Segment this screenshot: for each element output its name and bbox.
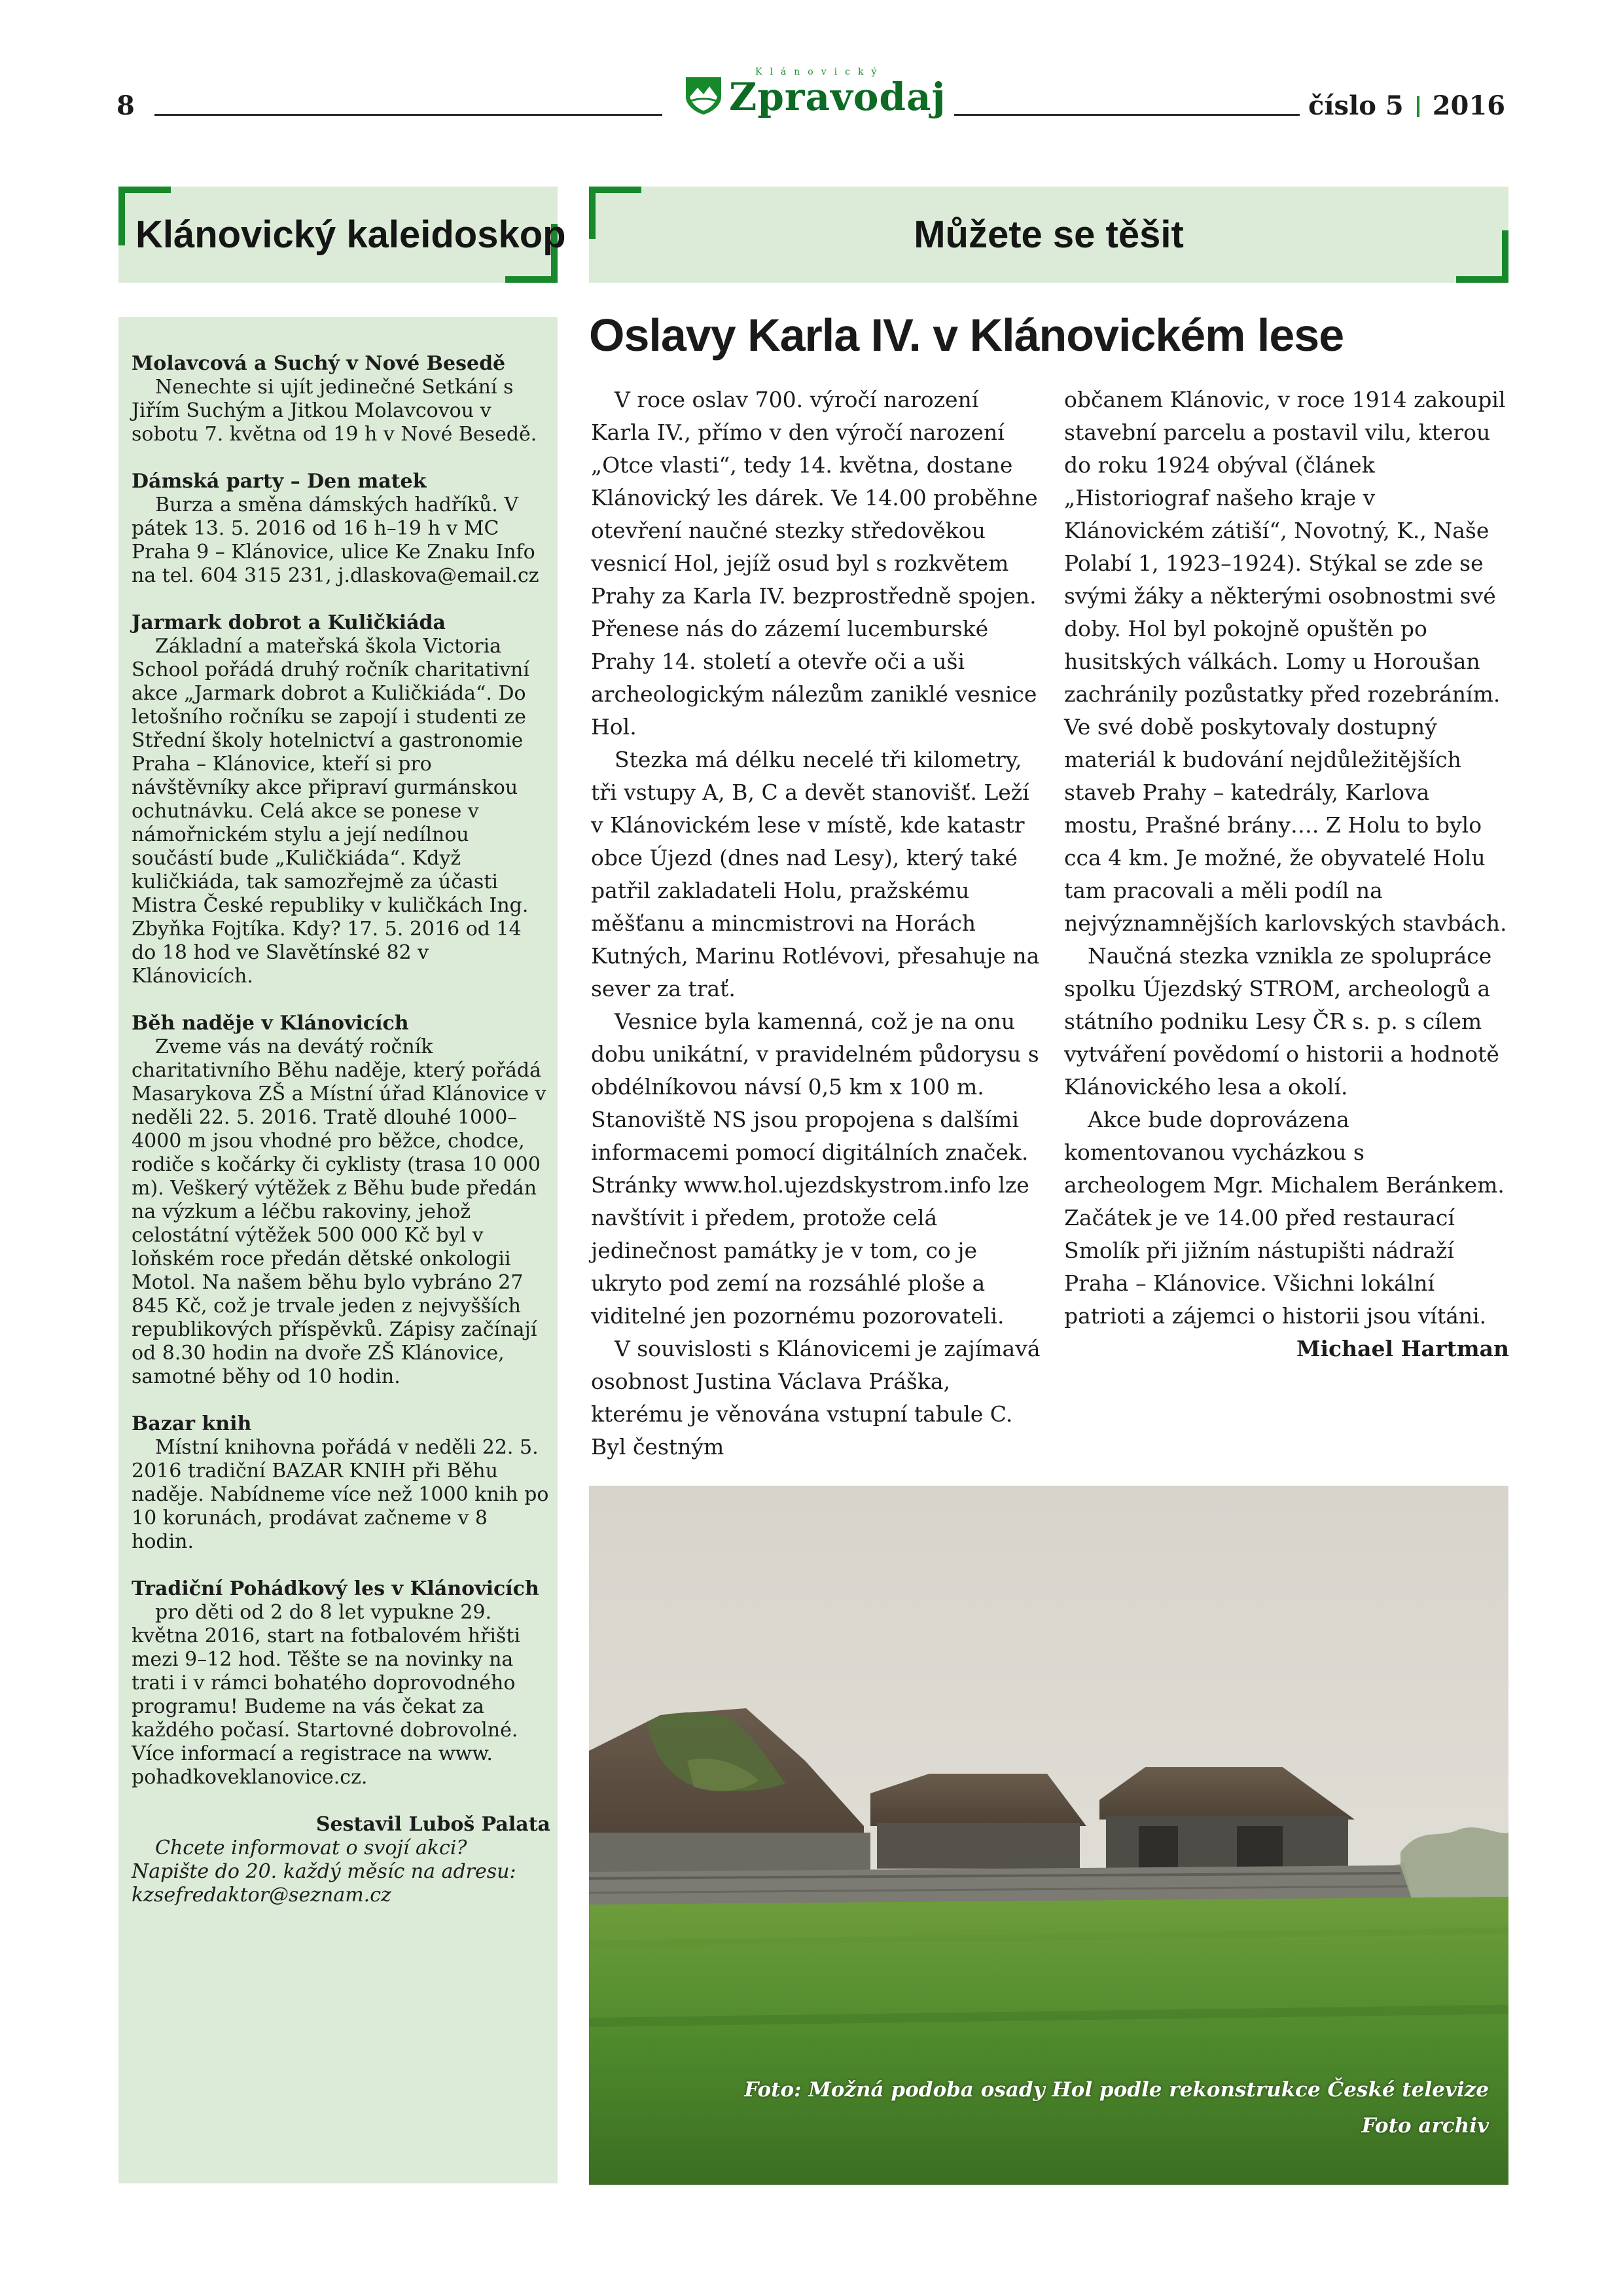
article-paragraph: V souvislosti s Klánovicemi je zajímavá osobnost Justina Václava Práška, kterému je věnována vstupní tabule C. Byl čestným (591, 1336, 1041, 1460)
page-number: 8 (116, 90, 135, 121)
contact-line: Napište do 20. každý měsíc na adresu: (132, 1860, 516, 1883)
sidebar-item-text: Burza a směna dámských hadříků. V pátek 13. 5. 2016 od 16 h–19 h v MC Praha 9 – Klánovice, ulice Ke Znaku Info na tel. 604 315 231, j.dlaskova@email.cz (132, 493, 539, 587)
issue-separator (1417, 96, 1419, 117)
photo-caption: Foto: Možná podoba osady Hol podle rekonstrukce České televize (744, 2078, 1489, 2102)
photo-credit: Foto archiv (1361, 2114, 1489, 2138)
sidebar-item-heading: Jarmark dobrot a Kuličkiáda (132, 611, 446, 634)
sidebar-header-box (118, 187, 566, 283)
header-rule-right (954, 114, 1300, 116)
article-paragraph: Stezka má délku necelé tři kilometry, tři vstupy A, B, C a devět stanovišť. Leží v Klánovickém lese v místě, kde katastr obce Újezd (dnes nad Lesy), který také patřil zakladateli Holu, pražskému měšťanu a mincmistrovi na Horách Kutných, Marinu Rotlévovi, přesahuje na sever za trať. (591, 747, 1040, 1001)
sidebar-item-text: pro děti od 2 do 8 let vypukne 29. května 2016, start na fotbalovém hřišti mezi 9–12 hod. Těšte se na novinky na trati i v rámci bohatého doprovodného programu! Budeme na vás čekat za každého počasí. Startovné dobrovolné. Více informací a registrace na www. pohadkoveklanovice.cz. (132, 1601, 521, 1789)
article-paragraph: Akce bude doprovázena komentovanou vycházkou s archeologem Mgr. Michalem Beránkem. Začátek je ve 14.00 před restaurací Smolík při jižním nástupišti nádraží Praha – Klánovice. Všichni lokální patrioti a zájemci o historii jsou vítáni. (1064, 1107, 1505, 1329)
logo-main-text: Zpravodaj (729, 75, 946, 119)
sidebar-item-heading: Dámská party – Den matek (132, 470, 427, 493)
article-column-left (591, 384, 1043, 1463)
article-paragraph: občanem Klánovic, v roce 1914 zakoupil stavební parcelu a postavil vilu, kterou do roku 1924 obýval (článek „Historiograf našeho kraje v Klánovickém zátiší“, Novotný, K., Naše Polabí 1, 1923–1924). Stýkal se zde se svými žáky a některými osobnostmi své doby. Hol byl pokojně opuštěn po husitských válkách. Lomy u Horoušan zachránily pozůstatky před rozebráním. Ve své době poskytovaly dostupný materiál k budování nejdůležitějších staveb Prahy – katedrály, Karlova mostu, Prašné brány…. Z Holu to bylo cca 4 km. Je možné, že obyvatelé Holu tam pracovali a měli podíl na nejvýznamnějších karlovských stavbách. (1064, 387, 1507, 936)
sidebar-item-text: Základní a mateřská škola Victoria School pořádá druhý ročník charitativní akce „Jarmark dobrot a Kuličkiáda“. Do letošního ročníku se zapojí i studenti ze Střední školy hotelnictví a gastronomie Praha – Klánovice, kteří si pro návštěvníky akce připraví gurmánskou ochutnávku. Celá akce se ponese v námořnickém stylu a její nedílnou součástí bude „Kuličkiáda“. Když kuličkiáda, tak samozřejmě za účasti Mistra České republiky v kuličkách Ing. Zbyňka Fojtíka. Kdy? 17. 5. 2016 od 14 do 18 hod ve Slavětínské 82 v Klánovicích. (132, 635, 529, 988)
sidebar-item (132, 352, 550, 446)
issue-info (1308, 90, 1505, 121)
sidebar-item-text: Zveme vás na devátý ročník charitativního Běhu naděje, který pořádá Masarykova ZŠ a Místní úřad Klánovice v neděli 22. 5. 2016. Tratě dlouhé 1000–4000 m jsou vhodné pro běžce, chodce, rodiče s kočárky či cyklisty (trasa 10 000 m). Veškerý výtěžek z Běhu bude předán na výzkum a léčbu rakoviny, jehož celostátní výtěžek 500 000 Kč byl v loňském roce předán dětské onkologii Motol. Na našem běhu bylo vybráno 27 845 Kč, což je trvale jeden z nejvyšších republikových příspěvků. Zápisy začínají od 8.30 hodin na dvoře ZŠ Klánovice, samotné běhy od 10 hodin. (132, 1035, 546, 1388)
issue-year: 2016 (1432, 90, 1506, 121)
sidebar-item-text: Místní knihovna pořádá v neděli 22. 5. 2016 tradiční BAZAR KNIH při Běhu naděje. Nabídneme více než 1000 knih po 10 korunách, prodávat začneme v 8 hodin. (132, 1436, 549, 1553)
logo-small-text: Klánovický (755, 67, 885, 77)
sidebar-item (132, 1577, 550, 1789)
sidebar-box (118, 317, 558, 2183)
header-rule-left (154, 114, 662, 116)
sidebar-item-heading: Bazar knih (132, 1412, 252, 1435)
sidebar-item-heading: Běh naděje v Klánovicích (132, 1012, 409, 1035)
article-photo (589, 1486, 1508, 2185)
main-section-header-box (589, 187, 1508, 283)
sidebar-item-heading: Molavcová a Suchý v Nové Besedě (132, 352, 506, 375)
sidebar-content (132, 352, 550, 1907)
sidebar-item-heading: Tradiční Pohádkový les v Klánovicích (132, 1577, 539, 1600)
article-paragraph: Naučná stezka vznikla ze spolupráce spolku Újezdský STROM, archeologů a státního podniku Lesy ČR s. p. s cílem vytváření povědomí o historii a hodnotě Klánovického lesa a okolí. (1064, 943, 1499, 1100)
sidebar-item (132, 1012, 550, 1389)
contact-line: Chcete informovat o svojí akci? (155, 1837, 467, 1859)
section-title: Můžete se těšit (914, 213, 1184, 256)
sidebar-item (132, 1412, 550, 1554)
issue-number: číslo 5 (1308, 90, 1404, 121)
sidebar-item-text: Nenechte si ujít jedinečné Setkání s Jiřím Suchým a Jitkou Molavcovou v sobotu 7. května od 19 h v Nové Besedě. (132, 376, 537, 446)
article-paragraph: Vesnice byla kamenná, což je na onu dobu unikátní, v pravidelném půdorysu s obdélníkovou návsí 0,5 km x 100 m. Stanoviště NS jsou propojena s dalšími informacemi pomocí digitálních značek. Stránky www.hol.ujezdskystrom.info lze navštívit i předem, protože celá jedinečnost památky je v tom, co je ukryto pod zemí na rozsáhlé ploše a viditelné jen pozornému pozorovateli. (591, 1009, 1039, 1329)
sidebar-item (132, 470, 550, 588)
article-author: Michael Hartman (1296, 1336, 1509, 1361)
sidebar-title: Klánovický kaleidoskop (135, 213, 566, 256)
article-paragraph: V roce oslav 700. výročí narození Karla IV., přímo v den výročí narození „Otce vlasti“, tedy 14. května, dostane Klánovický les dárek. Ve 14.00 proběhne otevření naučné stezky středověkou vesnicí Hol, jejíž osud byl s rozkvětem Prahy za Karla IV. bezprostředně spojen. Přenese nás do zázemí lucemburské Prahy 14. století a otevře oči a uši archeologickým nálezům zaniklé vesnice Hol. (591, 387, 1038, 740)
article-column-right (1064, 384, 1509, 1365)
sidebar-item (132, 611, 550, 988)
logo-shield-icon (685, 75, 722, 115)
article-title: Oslavy Karla IV. v Klánovickém lese (589, 310, 1344, 361)
masthead-logo (685, 65, 946, 118)
sidebar-compiled-by: Sestavil Luboš Palata (315, 1813, 550, 1836)
contact-email[interactable]: kzsefredaktor@seznam.cz (132, 1884, 391, 1907)
